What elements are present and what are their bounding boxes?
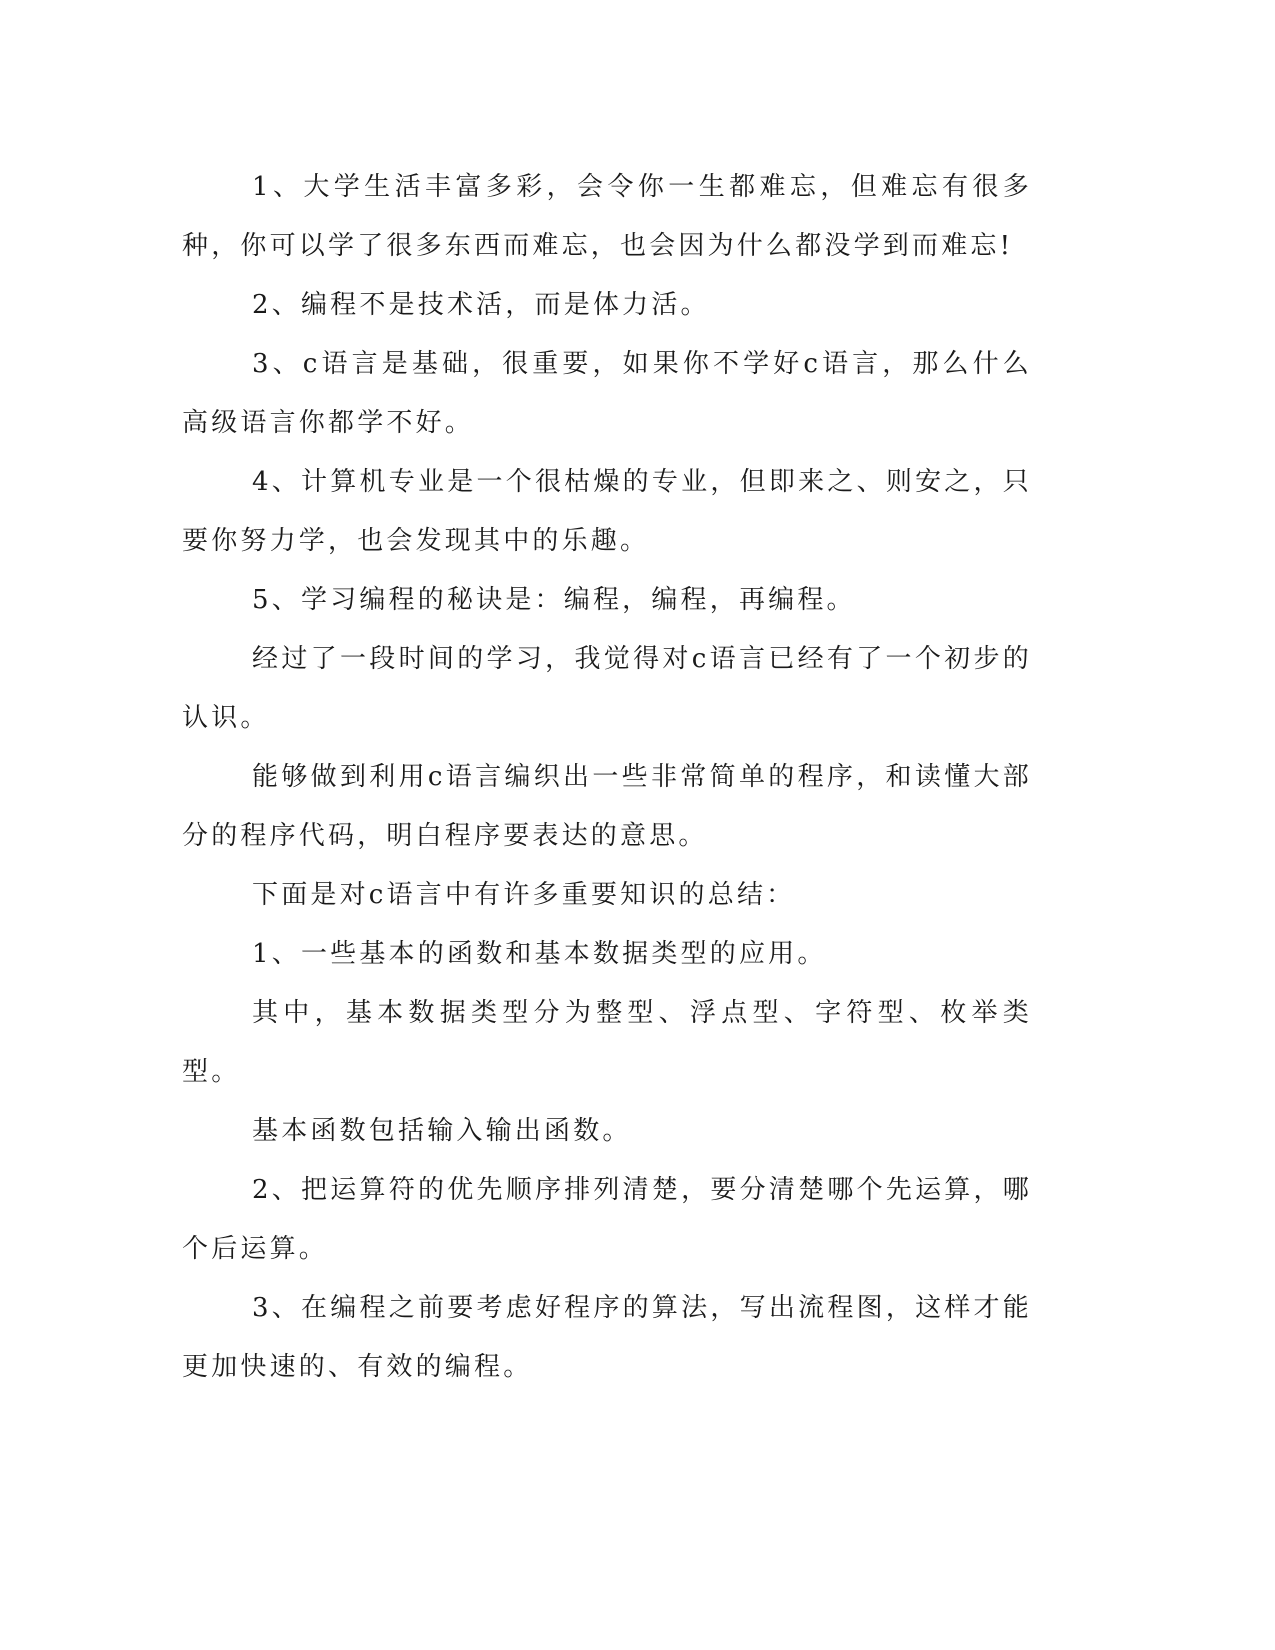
document-body xyxy=(182,158,1032,1397)
paragraph: 2、编程不是技术活，而是体力活。 xyxy=(252,290,710,320)
paragraph: 经过了一段时间的学习，我觉得对c语言已经有了一个初步的认识。 xyxy=(182,644,1032,733)
paragraph: 5、学习编程的秘诀是：编程，编程，再编程。 xyxy=(252,585,856,615)
paragraph: 基本函数包括输入输出函数。 xyxy=(252,1116,632,1146)
paragraph: 1、大学生活丰富多彩，会令你一生都难忘，但难忘有很多种，你可以学了很多东西而难忘，也会因为什么都没学到而难忘! xyxy=(182,172,1032,261)
paragraph: 3、在编程之前要考虑好程序的算法，写出流程图，这样才能更加快速的、有效的编程。 xyxy=(182,1293,1032,1382)
paragraph: 3、c语言是基础，很重要，如果你不学好c语言，那么什么高级语言你都学不好。 xyxy=(182,349,1032,438)
paragraph: 1、一些基本的函数和基本数据类型的应用。 xyxy=(252,939,827,969)
paragraph: 其中，基本数据类型分为整型、浮点型、字符型、枚举类型。 xyxy=(182,998,1032,1087)
paragraph: 2、把运算符的优先顺序排列清楚，要分清楚哪个先运算，哪个后运算。 xyxy=(182,1175,1032,1264)
paragraph: 下面是对c语言中有许多重要知识的总结： xyxy=(252,880,796,910)
paragraph: 4、计算机专业是一个很枯燥的专业，但即来之、则安之，只要你努力学，也会发现其中的乐趣。 xyxy=(182,467,1032,556)
paragraph: 能够做到利用c语言编织出一些非常简单的程序，和读懂大部分的程序代码，明白程序要表达的意思。 xyxy=(182,762,1032,851)
